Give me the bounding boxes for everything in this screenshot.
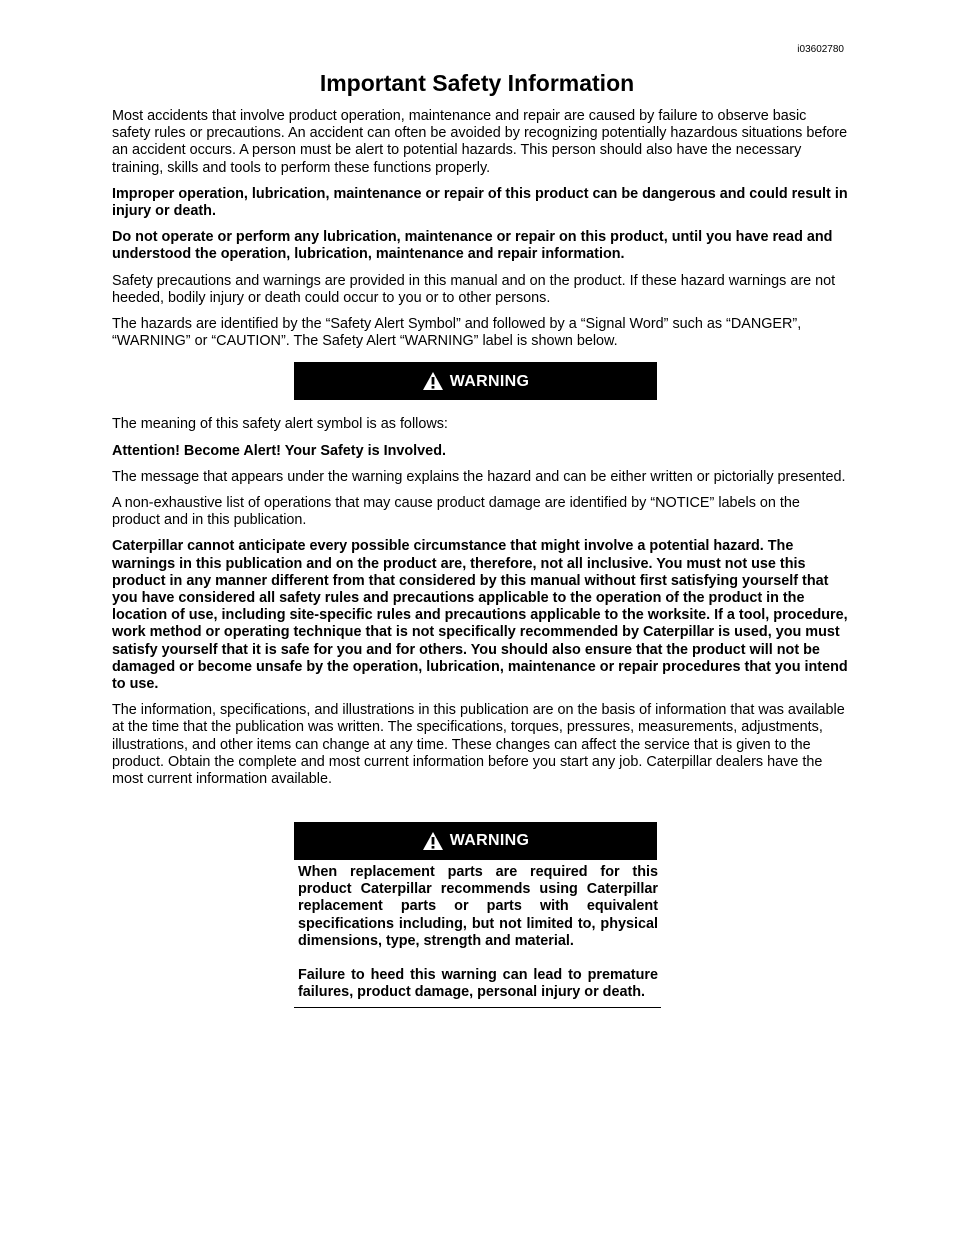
warning-label: WARNING bbox=[449, 372, 530, 390]
replacement-parts-warning bbox=[294, 822, 661, 1008]
paragraph-symbol-meaning: The meaning of this safety alert symbol is as follows: bbox=[112, 416, 448, 433]
paragraph-hazard-symbol: The hazards are identified by the “Safety Alert Symbol” and followed by a “Signal Word” such as “DANGER”, “WARNING” or “CAUTION”. The Safety Alert “WARNING” label is shown below. bbox=[112, 316, 802, 350]
warning-triangle-icon bbox=[422, 371, 444, 391]
paragraph-information: The information, specifications, and illustrations in this publication are on the basis of information that was available at the time that the publication was written. The specifications, torques, pressures, measurements, adjustments, illustrations, and other items can change at any time. These changes can affect the service that is given to the product. Obtain the complete and most current information before you start any job. Caterpillar dealers have the most current information available. bbox=[112, 702, 845, 788]
warning-text bbox=[294, 860, 661, 1008]
paragraph-message: The message that appears under the warning explains the hazard and can be either written or pictorially presented. bbox=[112, 468, 846, 485]
document-id: i03602780 bbox=[797, 44, 844, 55]
warning-text-parts: When replacement parts are required for this product Caterpillar recommends using Caterpillar replacement parts or parts with equivalent specifications including, but not limited to, physical dimensions, type, strength and material. bbox=[298, 864, 658, 949]
warning-banner bbox=[294, 822, 657, 860]
body-text bbox=[112, 108, 848, 797]
page-title: Important Safety Information bbox=[319, 70, 635, 96]
paragraph-notice-labels: A non-exhaustive list of operations that may cause product damage are identified by “NOTICE” labels on the product and in this publication. bbox=[112, 495, 800, 529]
warning-label: WARNING bbox=[449, 832, 530, 849]
paragraph-precautions: Safety precautions and warnings are provided in this manual and on the product. If these hazard warnings are not heeded, bodily injury or death could occur to you or to other persons. bbox=[112, 272, 836, 306]
warning-banner bbox=[294, 362, 657, 400]
paragraph-read-notice: Do not operate or perform any lubrication, maintenance or repair on this product, until you have read and understood the operation, lubrication, maintenance and repair information. bbox=[112, 229, 833, 263]
paragraph-attention: Attention! Become Alert! Your Safety is Involved. bbox=[112, 442, 446, 459]
warning-text-failure: Failure to heed this warning can lead to premature failures, product damage, personal injury or death. bbox=[298, 967, 658, 1001]
paragraph-intro: Most accidents that involve product operation, maintenance and repair are caused by failure to observe basic safety rules or precautions. An accident can often be avoided by recognizing potentially hazardous situations before an accident occurs. A person must be alert to potential hazards. This person should also have the necessary training, skills and tools to perform these functions properly. bbox=[112, 108, 848, 176]
warning-triangle-icon bbox=[422, 831, 444, 851]
paragraph-caterpillar-disclaimer: Caterpillar cannot anticipate every possible circumstance that might involve a potential hazard. The warnings in this publication and on the product are, therefore, not all inclusive. You must not use this product in any manner different from that considered by this manual without first satisfying yourself that you have considered all safety rules and precautions applicable to the operation of the product in the location of use, including site-specific rules and precautions applicable to the worksite. If a tool, procedure, work method or operating technique that is not specifically recommended by Caterpillar is used, you must satisfy yourself that it is safe for you and for others. You should also ensure that the product will not be damaged or become unsafe by the operation, lubrication, maintenance or repair procedures that you intend to use. bbox=[112, 538, 848, 693]
paragraph-danger-notice: Improper operation, lubrication, maintenance or repair of this product can be dangerous and could result in injury or death. bbox=[112, 185, 848, 220]
